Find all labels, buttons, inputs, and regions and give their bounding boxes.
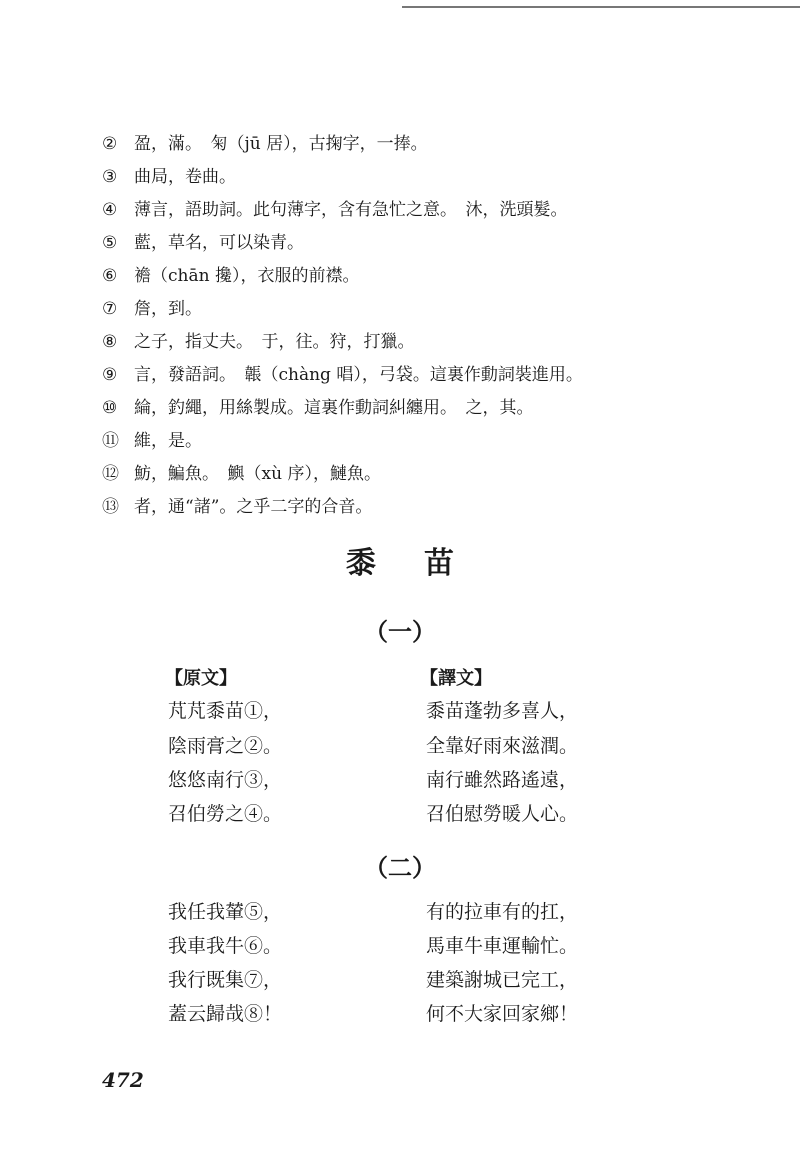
footnote-number: ④ — [102, 200, 118, 220]
footnote-text: 襜（chān 攙），衣服的前襟。 — [134, 266, 360, 286]
translation-line: 何不大家回家鄉！ — [426, 1003, 579, 1025]
translation-label: 【譯文】 — [420, 668, 492, 689]
translation-line: 召伯慰勞暖人心。 — [426, 803, 579, 825]
footnote-text: 之子，指丈夫。 于，往。狩，打獵。 — [134, 332, 415, 352]
footnote-text: 曲局，卷曲。 — [134, 167, 236, 187]
stanza-heading: （二） — [364, 853, 436, 882]
footnote-number: ⑤ — [102, 233, 118, 253]
footnote — [102, 425, 742, 458]
footnote-text: 薄言，語助詞。此句薄字，含有急忙之意。 沐，洗頭髮。 — [134, 200, 568, 220]
original-line: 我任我輦⑤， — [168, 901, 283, 923]
footnote — [102, 326, 742, 359]
footnote — [102, 293, 742, 326]
footnote-text: 者，通“諸”。之乎二字的合音。 — [134, 497, 373, 517]
original-label: 【原文】 — [165, 668, 237, 689]
stanza-heading: （一） — [364, 617, 436, 646]
footnote — [102, 194, 742, 227]
translation-line: 黍苗蓬勃多喜人， — [426, 700, 579, 722]
translation-line: 有的拉車有的扛， — [426, 901, 579, 923]
translation-line: 全靠好雨來滋潤。 — [426, 735, 579, 757]
footnote-text: 藍，草名，可以染青。 — [134, 233, 304, 253]
footnotes — [102, 128, 742, 524]
footnote-text: 詹，到。 — [134, 299, 202, 319]
footnote-number: ⑬ — [102, 497, 119, 517]
footnote-number: ⑫ — [102, 464, 119, 484]
footnote — [102, 260, 742, 293]
original-line: 我行既集⑦， — [168, 969, 283, 991]
footnote — [102, 359, 742, 392]
footnote-text: 魴，鯿魚。 鱮（xù 序），鰱魚。 — [134, 464, 381, 484]
footnote — [102, 227, 742, 260]
footnote-number: ⑨ — [102, 365, 118, 385]
footnote-text: 言，發語詞。 韔（chàng 唱），弓袋。這裏作動詞裝進用。 — [134, 365, 583, 385]
footnote — [102, 458, 742, 491]
footnote-text: 維，是。 — [134, 431, 202, 451]
footnote-text: 綸，釣繩，用絲製成。這裏作動詞糾纏用。 之，其。 — [134, 398, 534, 418]
original-line: 蓋云歸哉⑧！ — [168, 1003, 283, 1025]
translation-line: 南行雖然路遙遠， — [426, 769, 579, 791]
footnote — [102, 491, 742, 524]
footnote-number: ⑧ — [102, 332, 118, 352]
original-line: 我車我牛⑥。 — [168, 935, 283, 957]
original-line: 悠悠南行③， — [168, 769, 283, 791]
footnote-number: ⑪ — [102, 431, 119, 451]
original-line: 芃芃黍苗①， — [168, 700, 283, 722]
footnote-number: ⑦ — [102, 299, 118, 319]
footnote-text: 盈，滿。 匊（jū 居），古掬字，一捧。 — [134, 134, 428, 154]
footnote-number: ③ — [102, 167, 118, 187]
footnote-number: ② — [102, 134, 118, 154]
original-line: 召伯勞之④。 — [168, 803, 283, 825]
footnote — [102, 161, 742, 194]
translation-line: 馬車牛車運輸忙。 — [426, 935, 579, 957]
translation-line: 建築謝城已完工， — [426, 969, 579, 991]
poem-title: 黍苗 — [346, 546, 502, 581]
footnote-number: ⑩ — [102, 398, 118, 418]
footnote — [102, 392, 742, 425]
footnote — [102, 128, 742, 161]
top-rule — [402, 6, 800, 8]
page-number: 472 — [102, 1068, 144, 1092]
footnote-number: ⑥ — [102, 266, 118, 286]
original-line: 陰雨膏之②。 — [168, 735, 283, 757]
